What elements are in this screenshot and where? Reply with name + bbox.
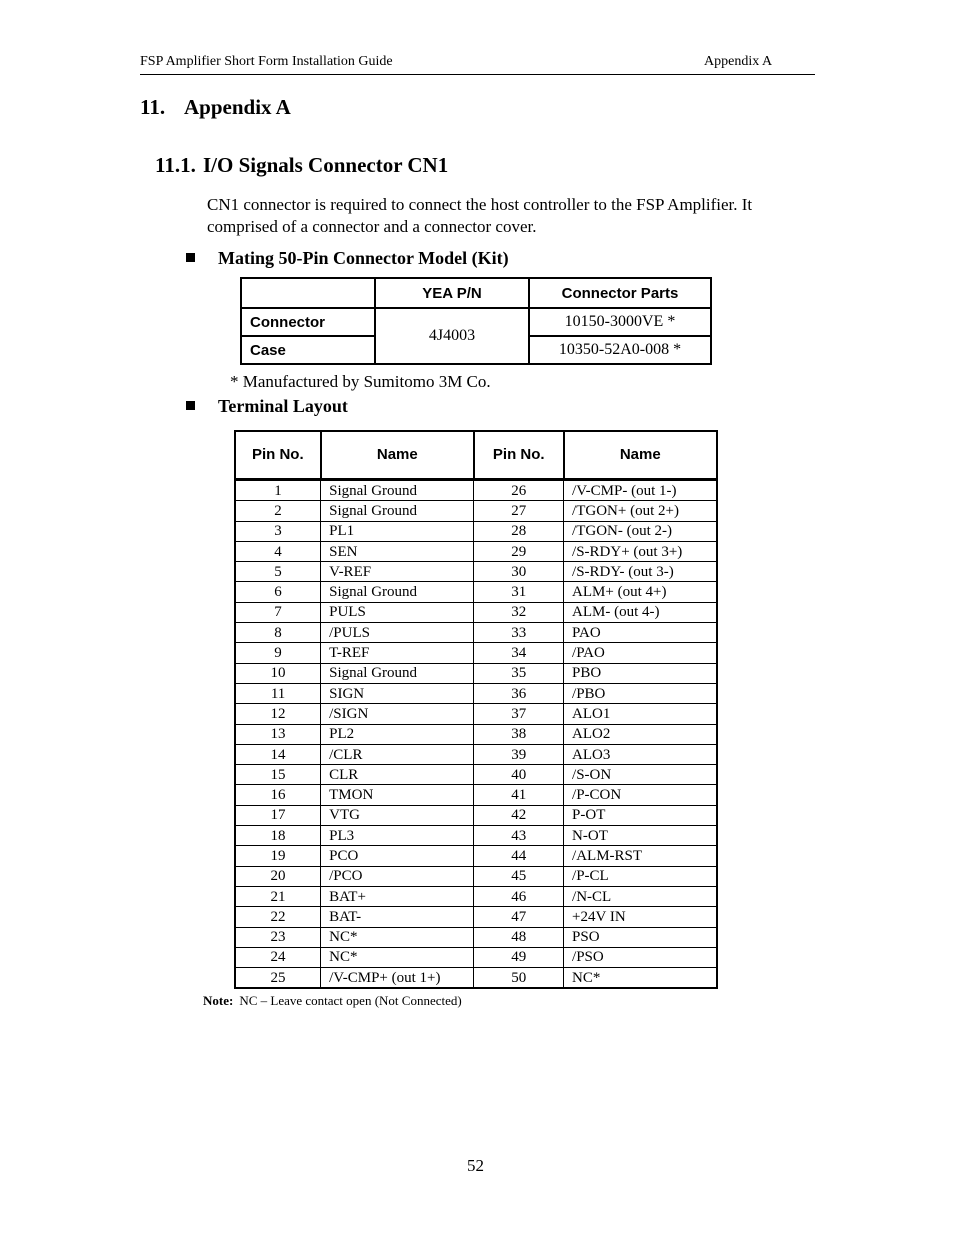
cell-name-left: PL2 [321, 724, 474, 744]
cell-name-right: ALO3 [564, 744, 717, 764]
intro-paragraph: CN1 connector is required to connect the host controller to the FSP Amplifier. It comprised of a connector and a connector cover. [207, 195, 753, 236]
table-row [235, 846, 717, 866]
cell-name-left: BAT- [321, 907, 474, 927]
cell-pin-left: 22 [235, 907, 321, 927]
cell-pin-right: 41 [474, 785, 564, 805]
cell-name-left: Signal Ground [321, 663, 474, 683]
mating-connector-part: 10150-3000VE * [529, 308, 711, 336]
cell-pin-left: 16 [235, 785, 321, 805]
cell-pin-right: 28 [474, 521, 564, 541]
cell-pin-right: 35 [474, 663, 564, 683]
section-number: 11. [140, 95, 166, 119]
cell-pin-left: 15 [235, 765, 321, 785]
cell-name-right: ALM+ (out 4+) [564, 582, 717, 602]
cell-name-right: /V-CMP- (out 1-) [564, 480, 717, 501]
cell-pin-right: 46 [474, 886, 564, 906]
cell-pin-left: 17 [235, 805, 321, 825]
cell-pin-right: 26 [474, 480, 564, 501]
mating-header-parts: Connector Parts [529, 278, 711, 308]
cell-pin-right: 50 [474, 968, 564, 989]
terminal-header-pin-left: Pin No. [235, 431, 321, 480]
cell-name-right: /P-CL [564, 866, 717, 886]
terminal-bullet [186, 396, 348, 417]
table-row [235, 683, 717, 703]
cell-name-left: PL1 [321, 521, 474, 541]
cell-name-right: PAO [564, 623, 717, 643]
cell-pin-left: 23 [235, 927, 321, 947]
cell-pin-right: 30 [474, 562, 564, 582]
cell-name-right: /PBO [564, 683, 717, 703]
cell-pin-right: 27 [474, 501, 564, 521]
cell-pin-right: 49 [474, 947, 564, 967]
table-row [235, 582, 717, 602]
table-row [235, 968, 717, 989]
cell-pin-right: 42 [474, 805, 564, 825]
table-row [235, 744, 717, 764]
cell-pin-left: 3 [235, 521, 321, 541]
cell-pin-right: 31 [474, 582, 564, 602]
cell-name-left: VTG [321, 805, 474, 825]
cell-name-left: PULS [321, 602, 474, 622]
terminal-header-name-left: Name [321, 431, 474, 480]
cell-pin-right: 38 [474, 724, 564, 744]
table-row [235, 480, 717, 501]
cell-name-right: /PAO [564, 643, 717, 663]
cell-name-right: /ALM-RST [564, 846, 717, 866]
cell-pin-left: 11 [235, 683, 321, 703]
cell-pin-right: 29 [474, 541, 564, 561]
cell-name-left: PL3 [321, 826, 474, 846]
cell-name-left: PCO [321, 846, 474, 866]
cell-pin-left: 7 [235, 602, 321, 622]
header-divider [140, 74, 815, 75]
cell-name-right: P-OT [564, 805, 717, 825]
table-row [235, 704, 717, 724]
cell-name-left: /SIGN [321, 704, 474, 724]
cell-name-right: /TGON- (out 2-) [564, 521, 717, 541]
cell-name-left: V-REF [321, 562, 474, 582]
cell-pin-right: 48 [474, 927, 564, 947]
table-row [235, 805, 717, 825]
cell-name-left: SIGN [321, 683, 474, 703]
cell-pin-left: 19 [235, 846, 321, 866]
table-row [235, 663, 717, 683]
cell-name-right: NC* [564, 968, 717, 989]
cell-name-left: /PULS [321, 623, 474, 643]
table-row [235, 562, 717, 582]
table-row [235, 927, 717, 947]
running-header-section: Appendix A [704, 54, 773, 69]
cell-name-left: NC* [321, 947, 474, 967]
cell-name-right: /PSO [564, 947, 717, 967]
cell-pin-left: 6 [235, 582, 321, 602]
cell-pin-left: 1 [235, 480, 321, 501]
cell-pin-right: 36 [474, 683, 564, 703]
note-text: NC – Leave contact open (Not Connected) [239, 993, 462, 1008]
cell-name-right: /TGON+ (out 2+) [564, 501, 717, 521]
cell-name-left: BAT+ [321, 886, 474, 906]
table-row [235, 602, 717, 622]
running-header-title: FSP Amplifier Short Form Installation Guide [140, 54, 393, 69]
cell-pin-right: 43 [474, 826, 564, 846]
cell-pin-left: 13 [235, 724, 321, 744]
section-heading [140, 95, 291, 120]
mating-bullet [186, 248, 509, 269]
cell-pin-right: 32 [474, 602, 564, 622]
cell-pin-left: 12 [235, 704, 321, 724]
cell-pin-right: 47 [474, 907, 564, 927]
section-title: Appendix A [184, 95, 291, 119]
cell-name-left: NC* [321, 927, 474, 947]
cell-name-right: N-OT [564, 826, 717, 846]
table-row [235, 947, 717, 967]
mating-connector-table [240, 277, 712, 365]
mating-yea-pn: 4J4003 [375, 308, 529, 364]
table-row [235, 866, 717, 886]
mating-case-part: 10350-52A0-008 * [529, 336, 711, 364]
cell-name-right: /S-RDY- (out 3-) [564, 562, 717, 582]
cell-name-left: SEN [321, 541, 474, 561]
cell-name-left: /CLR [321, 744, 474, 764]
cell-pin-left: 18 [235, 826, 321, 846]
cell-pin-left: 14 [235, 744, 321, 764]
table-row [235, 785, 717, 805]
cell-pin-left: 2 [235, 501, 321, 521]
table-row [235, 826, 717, 846]
cell-pin-left: 21 [235, 886, 321, 906]
table-row [235, 765, 717, 785]
cell-name-right: ALO2 [564, 724, 717, 744]
cell-name-left: Signal Ground [321, 480, 474, 501]
cell-pin-right: 40 [474, 765, 564, 785]
cell-pin-left: 10 [235, 663, 321, 683]
mating-header-yea: YEA P/N [375, 278, 529, 308]
cell-name-right: /N-CL [564, 886, 717, 906]
cell-pin-right: 45 [474, 866, 564, 886]
subsection-number: 11.1. [155, 153, 196, 177]
table-row [235, 907, 717, 927]
mating-heading: Mating 50-Pin Connector Model (Kit) [218, 248, 509, 268]
cell-pin-right: 44 [474, 846, 564, 866]
cell-pin-left: 25 [235, 968, 321, 989]
table-note [203, 993, 462, 1009]
cell-name-right: /P-CON [564, 785, 717, 805]
subsection-heading [155, 153, 448, 178]
table-row [235, 623, 717, 643]
terminal-header-name-right: Name [564, 431, 717, 480]
cell-name-right: PBO [564, 663, 717, 683]
cell-name-left: Signal Ground [321, 582, 474, 602]
cell-name-left: TMON [321, 785, 474, 805]
cell-name-left: /V-CMP+ (out 1+) [321, 968, 474, 989]
manufacturer-footnote: * Manufactured by Sumitomo 3M Co. [230, 372, 491, 391]
cell-pin-right: 33 [474, 623, 564, 643]
cell-pin-left: 8 [235, 623, 321, 643]
mating-row-connector-label: Connector [241, 308, 375, 336]
cell-pin-left: 20 [235, 866, 321, 886]
cell-name-right: ALO1 [564, 704, 717, 724]
cell-pin-left: 9 [235, 643, 321, 663]
cell-pin-left: 5 [235, 562, 321, 582]
cell-name-right: /S-ON [564, 765, 717, 785]
cell-name-right: /S-RDY+ (out 3+) [564, 541, 717, 561]
terminal-header-pin-right: Pin No. [474, 431, 564, 480]
table-row [235, 724, 717, 744]
cell-name-left: Signal Ground [321, 501, 474, 521]
table-row [235, 521, 717, 541]
cell-pin-right: 39 [474, 744, 564, 764]
bullet-square-icon [186, 401, 195, 410]
subsection-title: I/O Signals Connector CN1 [203, 153, 449, 177]
cell-pin-left: 4 [235, 541, 321, 561]
cell-name-right: PSO [564, 927, 717, 947]
table-row [235, 643, 717, 663]
note-label: Note: [203, 993, 234, 1008]
cell-pin-right: 34 [474, 643, 564, 663]
cell-name-left: CLR [321, 765, 474, 785]
terminal-heading: Terminal Layout [218, 396, 348, 416]
table-row [235, 501, 717, 521]
table-row [235, 886, 717, 906]
table-row [235, 541, 717, 561]
cell-name-right: ALM- (out 4-) [564, 602, 717, 622]
mating-header-blank [241, 278, 375, 308]
page-number: 52 [467, 1156, 484, 1175]
terminal-layout-table [234, 430, 718, 989]
cell-pin-left: 24 [235, 947, 321, 967]
bullet-square-icon [186, 253, 195, 262]
cell-name-left: /PCO [321, 866, 474, 886]
cell-name-right: +24V IN [564, 907, 717, 927]
terminal-table-body [235, 480, 717, 989]
cell-pin-right: 37 [474, 704, 564, 724]
cell-name-left: T-REF [321, 643, 474, 663]
mating-row-case-label: Case [241, 336, 375, 364]
